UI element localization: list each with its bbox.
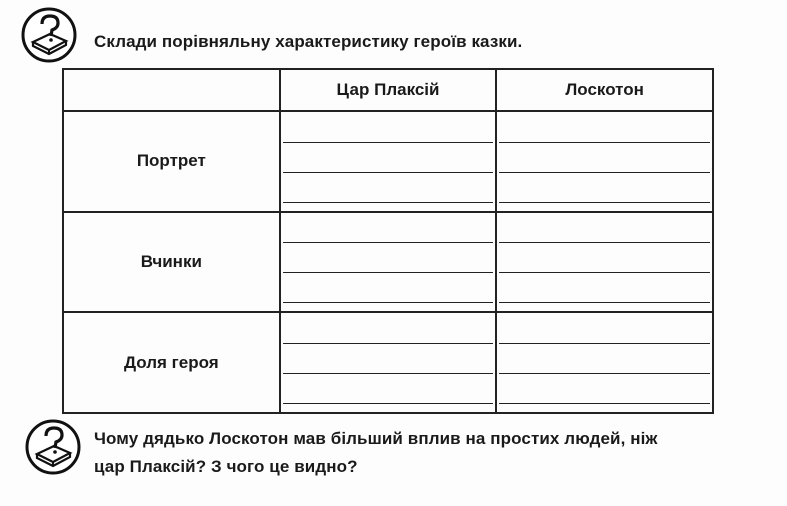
answer-cell[interactable] (280, 111, 497, 212)
answer-cell[interactable] (496, 111, 713, 212)
column-header: Лоскотон (496, 69, 713, 111)
row-label: Вчинки (63, 212, 280, 313)
column-header: Цар Плаксій (280, 69, 497, 111)
answer-cell[interactable] (280, 212, 497, 313)
row-label: Портрет (63, 111, 280, 212)
question-line-2: цар Плаксій? З чого це видно? (94, 457, 358, 476)
answer-cell[interactable] (496, 212, 713, 313)
row-label: Доля героя (63, 312, 280, 413)
table-row (63, 312, 713, 413)
question-book-icon (20, 6, 78, 64)
question-book-icon (24, 418, 82, 476)
question-line-1: Чому дядько Лоскотон мав більший вплив на простих людей, ніж (94, 429, 658, 448)
task-1-instruction: Склади порівняльну характеристику героїв казки. (94, 32, 523, 51)
comparison-table (62, 68, 714, 414)
answer-cell[interactable] (496, 312, 713, 413)
answer-cell[interactable] (280, 312, 497, 413)
corner-cell (63, 69, 280, 111)
task-2-question (94, 425, 754, 481)
table-row (63, 111, 713, 212)
table-header-row (63, 69, 713, 111)
table-row (63, 212, 713, 313)
